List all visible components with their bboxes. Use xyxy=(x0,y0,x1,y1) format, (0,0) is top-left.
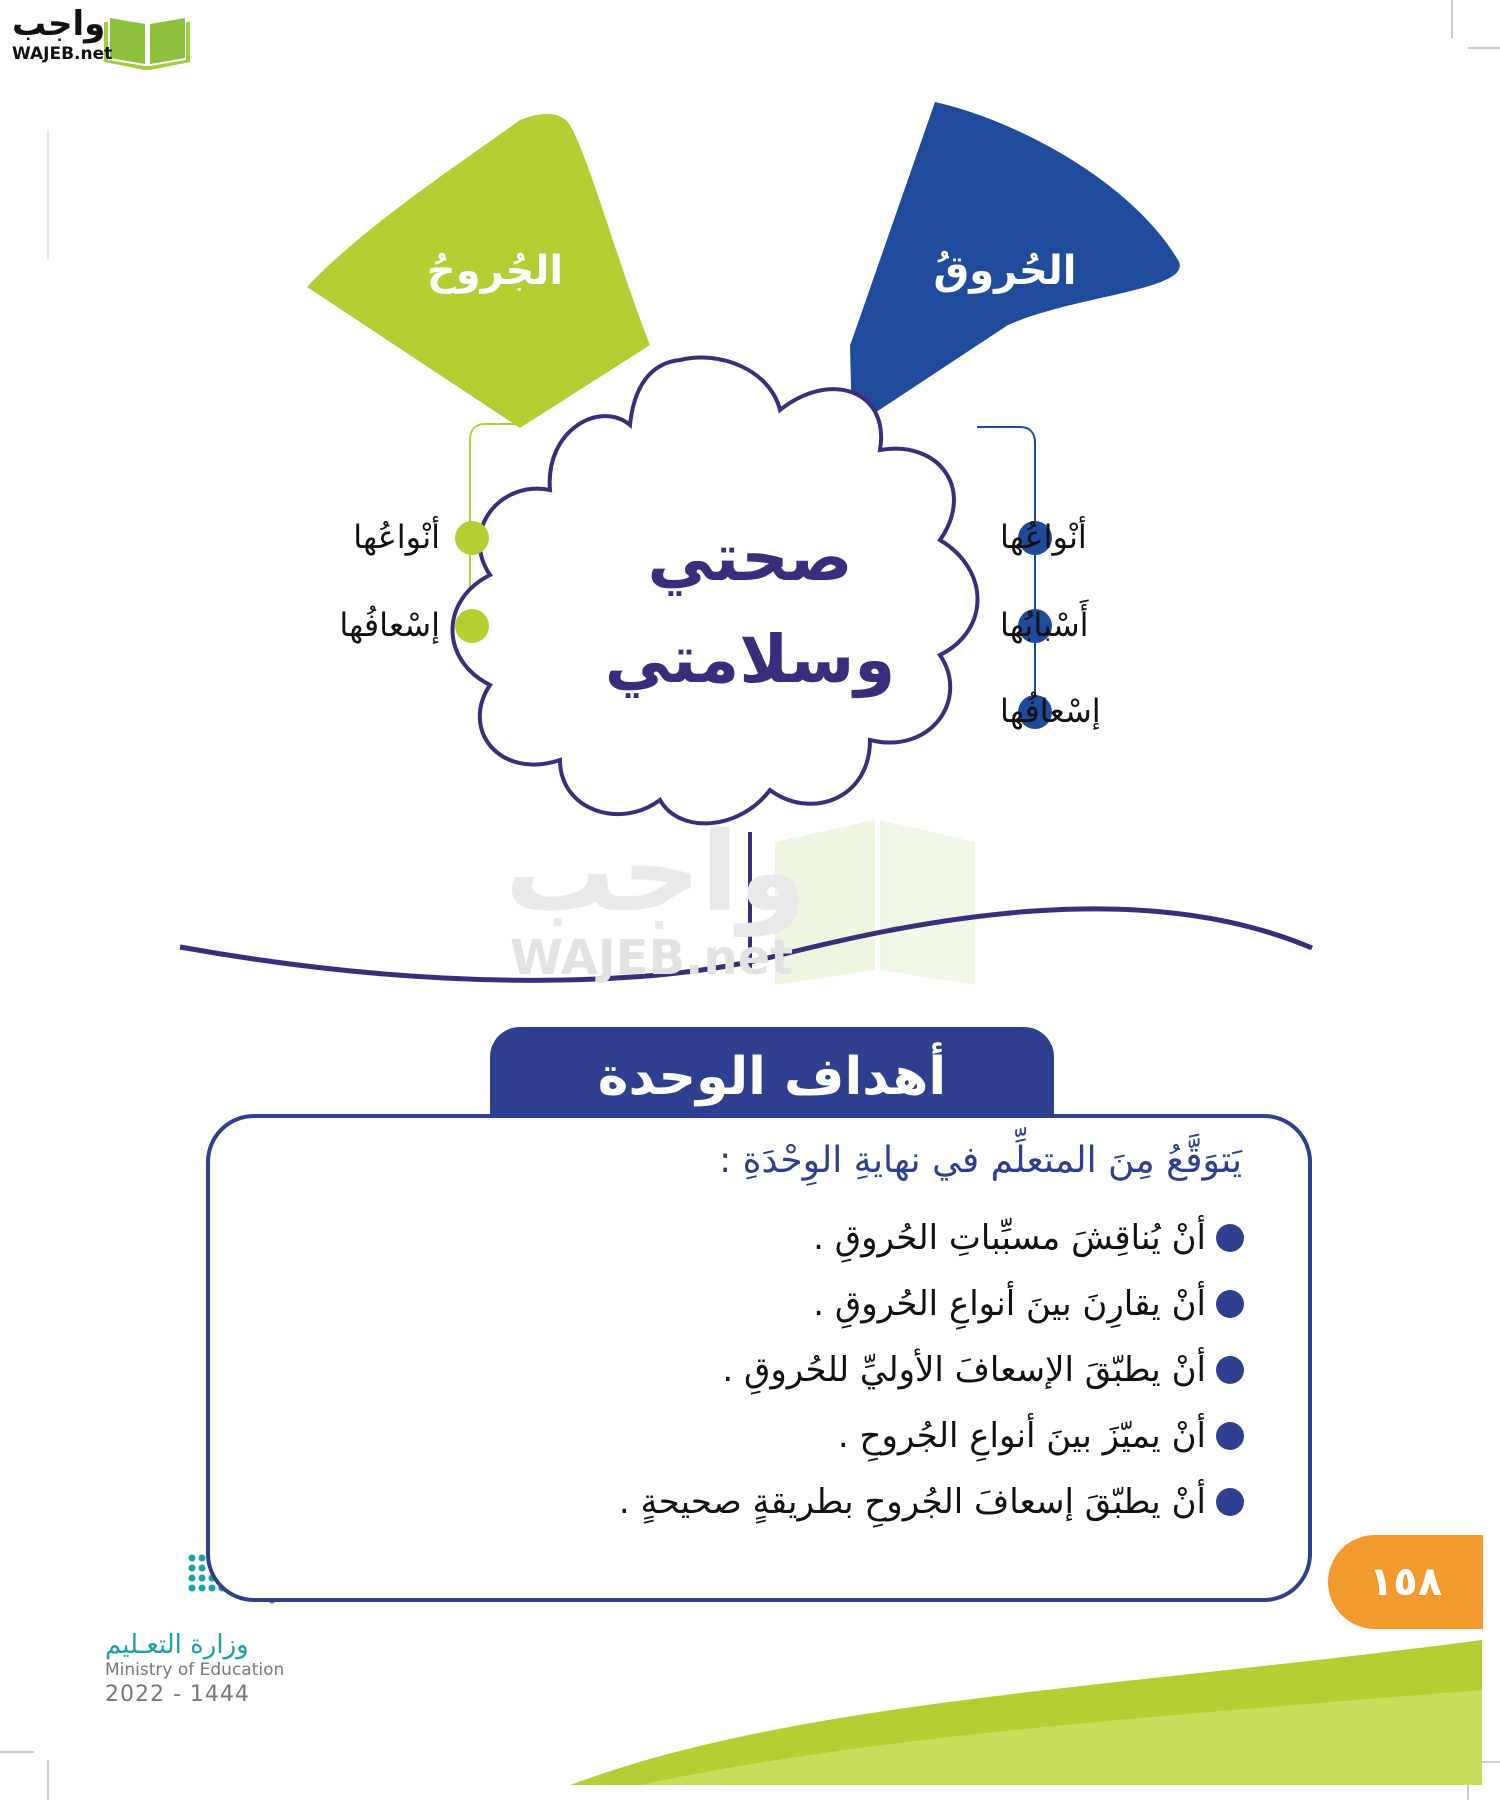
burns-item-label: أنْواعُها xyxy=(1000,518,1087,556)
wounds-title: الجُروحُ xyxy=(426,248,564,294)
objective-text: أنْ يطبّقَ إسعافَ الجُروحِ بطريقةٍ صحيحةٍ . xyxy=(618,1482,1206,1522)
watermark-latin: WAJEB.net xyxy=(510,930,794,986)
wounds-item-label: إسْعافُها xyxy=(339,606,440,644)
objective-item xyxy=(344,1212,1244,1264)
ministry-name-arabic: وزارة التعـليم xyxy=(105,1630,249,1660)
objectives-intro: يَتوَقَّعُ مِنَ المتعلِّم في نهايةِ الوِحْدَةِ : xyxy=(719,1140,1242,1181)
bullet-icon xyxy=(1216,1422,1244,1450)
objective-text: أنْ يطبّقَ الإسعافَ الأوليِّ للحُروقِ . xyxy=(722,1350,1206,1390)
objective-text: أنْ يقارِنَ بينَ أنواعِ الحُروقِ . xyxy=(813,1284,1206,1324)
wounds-item-dot xyxy=(455,609,489,643)
objective-item xyxy=(344,1344,1244,1396)
wounds-item-label: أنْواعُها xyxy=(353,518,440,556)
objectives-header: أهداف الوحدة xyxy=(490,1027,1054,1117)
objective-item xyxy=(344,1278,1244,1330)
watermark-arabic: واجب xyxy=(505,808,807,936)
objective-text: أنْ يُناقِشَ مسبِّباتِ الحُروقِ . xyxy=(813,1218,1206,1258)
burns-title: الحُروقُ xyxy=(933,248,1077,294)
bullet-icon xyxy=(1216,1290,1244,1318)
page-number: ١٥٨ xyxy=(1328,1535,1483,1629)
logo-arabic-text: واجب xyxy=(12,4,106,44)
wounds-item-dot xyxy=(455,521,489,555)
burns-item-label: إسْعافُها xyxy=(1000,692,1101,730)
bullet-icon xyxy=(1216,1488,1244,1516)
ministry-year: 2022 - 1444 xyxy=(105,1682,250,1707)
flower-title-line2: وسلامتي xyxy=(604,621,896,698)
bullet-icon xyxy=(1216,1356,1244,1384)
open-book-icon xyxy=(104,18,190,70)
burns-connector-line xyxy=(977,427,1035,710)
objective-text: أنْ يميّزَ بينَ أنواعِ الجُروحِ . xyxy=(837,1416,1206,1456)
ministry-name-english: Ministry of Education xyxy=(105,1660,285,1680)
logo-latin-text: WAJEB.net xyxy=(12,44,113,64)
objective-item xyxy=(344,1476,1244,1528)
burns-item-label: أَسْبابُها xyxy=(1000,606,1089,644)
flower-title-line1: صحتي xyxy=(647,519,853,596)
bullet-icon xyxy=(1216,1224,1244,1252)
objective-item xyxy=(344,1410,1244,1462)
